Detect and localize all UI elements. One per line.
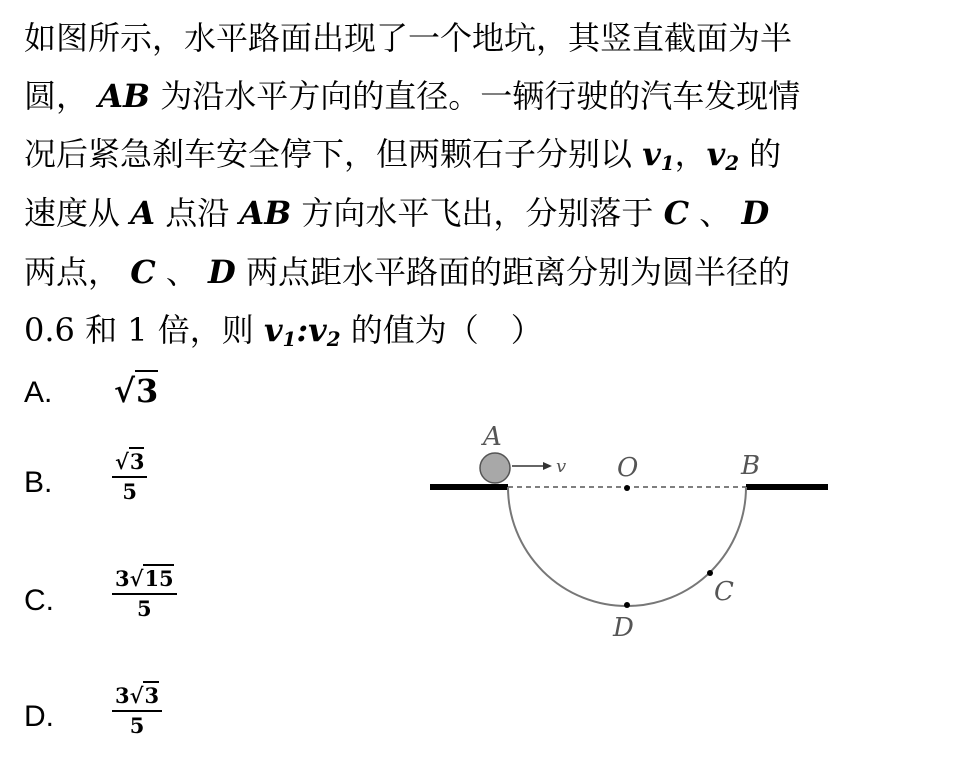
- question-line-4: 速度从 A 点沿 AB 方向水平飞出，分别落于 C 、 D: [24, 194, 770, 232]
- point-O: [624, 485, 630, 491]
- label-O: O: [617, 453, 639, 483]
- option-C-value: $\frac{3√15}{5}$: [112, 567, 177, 621]
- label-v: v: [556, 456, 567, 477]
- question-line-6: 0.6 和 1 倍，则 $v_1:v_2$ 的值为（ ）: [24, 311, 543, 351]
- question-line-3: 况后紧急刹车安全停下，但两颗石子分别以 $v_1$，$v_2$ 的: [24, 135, 782, 175]
- var-v2: $v_2$: [706, 135, 739, 175]
- point-D: [624, 602, 630, 608]
- var-v2: $v_2$: [308, 311, 341, 351]
- semicircle-pit: [508, 487, 746, 606]
- option-A-value: √3: [114, 372, 159, 410]
- point-C: [707, 570, 713, 576]
- option-D-label: D.: [24, 700, 54, 733]
- label-D: D: [613, 613, 634, 643]
- question-line-5: 两点， C 、 D 两点距水平路面的距离分别为圆半径的: [24, 253, 790, 291]
- option-B-label: B.: [24, 466, 53, 499]
- stone-ball: [480, 453, 510, 483]
- label-C: C: [714, 577, 734, 607]
- var-v1: $v_1$: [263, 311, 297, 351]
- var-v1: $v_1$: [642, 135, 675, 175]
- question-line-1: 如图所示，水平路面出现了一个地坑，其竖直截面为半: [24, 19, 793, 57]
- option-C-label: C.: [24, 584, 54, 617]
- label-A: A: [483, 422, 502, 452]
- option-A-label: A.: [24, 376, 53, 409]
- question-line-2: 圆， AB 为沿水平方向的直径。一辆行驶的汽车发现情: [24, 77, 801, 115]
- var-AB: AB: [98, 77, 151, 115]
- option-D-value: $\frac{3√3}{5}$: [112, 684, 162, 738]
- option-B-value: $\frac{√3}{5}$: [112, 450, 147, 504]
- label-B: B: [741, 451, 761, 481]
- velocity-arrowhead: [543, 462, 552, 470]
